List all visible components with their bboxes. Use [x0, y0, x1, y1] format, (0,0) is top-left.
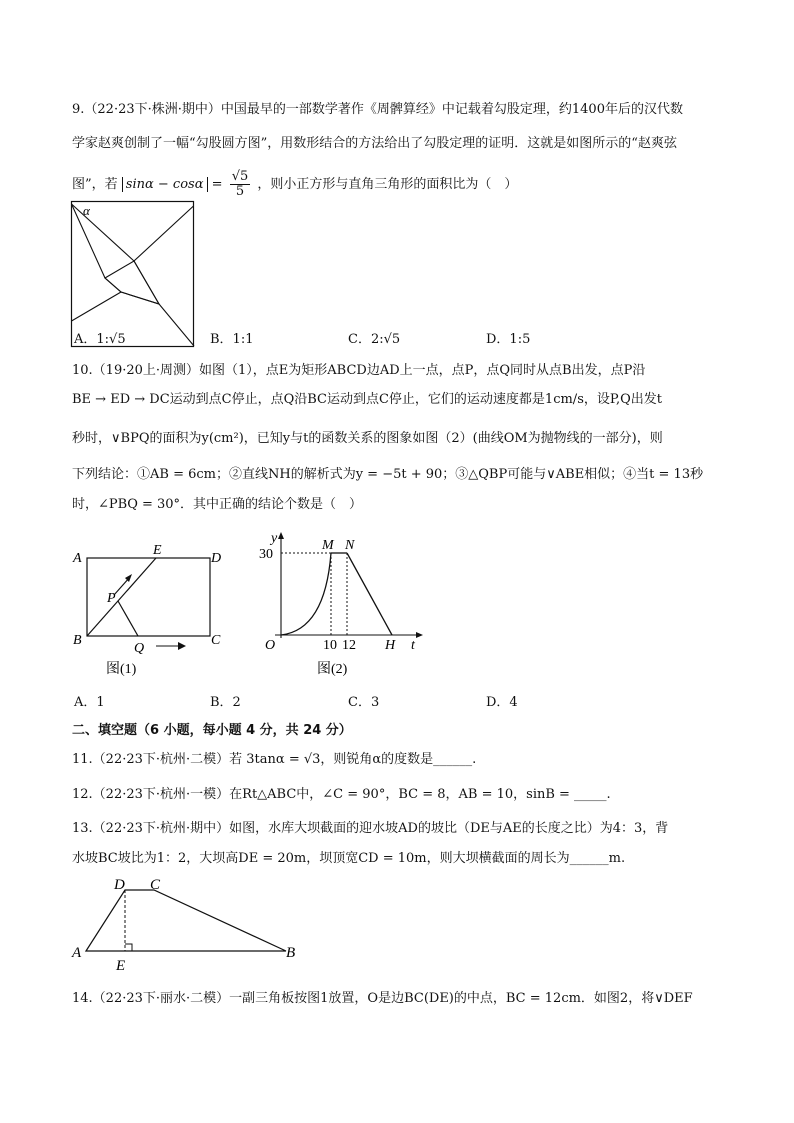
q10-line-3: 秒时，∨BPQ的面积为y(cm²)，已知y与t的函数关系的图象如图（2）(曲线OM为抛物线的一部分)，则	[72, 431, 663, 446]
label-12: 12	[342, 638, 356, 653]
y-axis-arrow	[278, 532, 284, 539]
caption-figure-2: 图(2)	[317, 662, 348, 677]
zhao-shuang-figure	[71, 201, 195, 347]
label-b: B	[73, 633, 82, 648]
label-p: P	[107, 591, 116, 606]
q9-option-d: D．1:5	[486, 332, 531, 347]
q9-line-1: 9.（22·23下·株洲·期中）中国最早的一部数学著作《周髀算经》中记载着勾股定理，约1400年后的汉代数	[72, 102, 683, 117]
x-axis-arrow	[416, 632, 423, 638]
segment-be	[87, 558, 156, 636]
small-square	[105, 261, 159, 304]
label-30: 30	[259, 547, 273, 562]
q12-text: 12.（22·23下·杭州·一模）在Rt△ABC中，∠C = 90°，BC = 8，AB = 10，sinB = _____.	[72, 787, 611, 802]
right-angle-mark	[125, 944, 132, 951]
q10-option-c: C．3	[348, 695, 380, 710]
q13-line-2: 水坡BC坡比为1：2，大坝高DE = 20m，坝顶宽CD = 10m，则大坝横截面的周长为______m.	[72, 851, 626, 866]
label-e: E	[116, 958, 126, 974]
q10-option-d: D．4	[486, 695, 518, 710]
q10-option-b: B．2	[210, 695, 241, 710]
q10-figure-1	[70, 540, 240, 690]
q10-figure-2	[255, 530, 435, 680]
label-y: y	[271, 531, 278, 546]
inner-line-left	[72, 204, 122, 321]
q9-fraction-numerator: √5	[231, 169, 249, 184]
section-2-title: 二、填空题（6 小题，每小题 4 分，共 24 分）	[72, 723, 352, 738]
curve-om	[281, 553, 331, 635]
q9-equals: =	[211, 177, 223, 192]
label-o: O	[265, 638, 276, 653]
q10-option-a: A．1	[74, 695, 105, 710]
q9-fraction-denominator: 5	[235, 184, 245, 199]
arrow-q-head	[178, 642, 186, 650]
q10-line-5: 时，∠PBQ = 30°．其中正确的结论个数是（ ）	[72, 497, 363, 512]
q10-line-2: BE → ED → DC运动到点C停止，点Q沿BC运动到点C停止，它们的运动速度都是1cm/s，设P,Q出发t	[72, 392, 662, 407]
label-a: A	[72, 945, 82, 961]
label-d: D	[211, 551, 222, 566]
label-a: A	[73, 551, 82, 566]
dam-figure	[68, 875, 308, 975]
q9-option-a: A．1:√5	[74, 332, 126, 347]
inner-line-top	[72, 204, 135, 261]
q11-text: 11.（22·23下·杭州·二模）若 3tanα = √3，则锐角α的度数是______.	[72, 752, 477, 767]
label-c: C	[150, 877, 161, 893]
label-h: H	[385, 638, 396, 653]
inner-line-bottom	[121, 292, 194, 346]
q9-line-2: 学家赵爽创制了一幅“勾股圆方图”，用数形结合的方法给出了勾股定理的证明．这就是如图所示的“赵爽弦	[72, 136, 677, 151]
dam-trapezoid	[86, 890, 286, 951]
label-d: D	[114, 877, 125, 893]
alpha-label: α	[83, 203, 90, 218]
segment-nh	[347, 553, 392, 635]
q13-line-1: 13.（22·23下·杭州·期中）如图，水库大坝截面的迎水坡AD的坡比（DE与AE的长度之比）为4：3，背	[72, 821, 669, 836]
q9-line-3	[72, 170, 517, 199]
q10-line-4: 下列结论：①AB = 6cm；②直线NH的解析式为y = −5t + 90；③△QBP可能与∨ABE相似；④当t = 13秒	[72, 467, 704, 482]
label-q: Q	[134, 641, 145, 656]
q9-option-b: B．1:1	[210, 332, 254, 347]
label-t: t	[411, 638, 415, 653]
rectangle-abcd	[87, 558, 210, 636]
q14-line-1: 14.（22·23下·丽水·二模）一副三角板按图1放置，O是边BC(DE)的中点，BC = 12cm．如图2，将∨DEF	[72, 991, 693, 1006]
label-e: E	[153, 543, 162, 558]
label-10: 10	[323, 638, 337, 653]
q9-line-3a: 图”，若	[72, 177, 118, 192]
label-n: N	[345, 538, 355, 553]
inner-line-right	[134, 206, 194, 304]
label-b: B	[286, 945, 296, 961]
label-m: M	[322, 538, 334, 553]
label-c: C	[211, 633, 221, 648]
segment-pq	[118, 601, 138, 636]
q9-option-c: C．2:√5	[348, 332, 401, 347]
q9-line-3b: ，则小正方形与直角三角形的面积比为（ ）	[257, 177, 518, 192]
q10-line-1: 10.（19·20上·周测）如图（1），点E为矩形ABCD边AD上一点，点P，点Q同时从点B出发，点P沿	[72, 363, 646, 378]
q9-fraction	[230, 170, 251, 199]
caption-figure-1: 图(1)	[106, 662, 137, 677]
q9-abs-expression: sinα − cosα	[122, 177, 208, 192]
